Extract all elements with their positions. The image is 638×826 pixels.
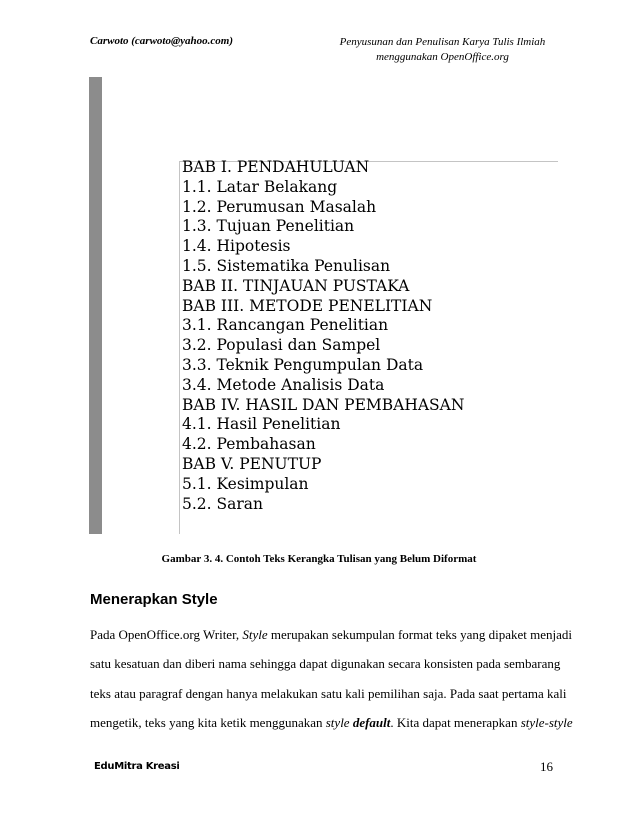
text-run: . Kita dapat menerapkan — [390, 714, 521, 730]
paragraph-line-4 — [90, 708, 573, 737]
outline-item: BAB I. PENDAHULUAN — [182, 158, 370, 176]
outline-item: BAB III. METODE PENELITIAN — [182, 296, 433, 315]
text-run: merupakan sekumpulan format teks yang dipaket menjadi — [267, 627, 572, 642]
header-title-line2: menggunakan OpenOffice.org — [376, 51, 509, 63]
paragraph-line-2: satu kesatuan dan diberi nama sehingga dapat digunakan secara konsisten pada sembarang — [90, 656, 561, 672]
outline-item: 3.3. Teknik Pengumpulan Data — [182, 355, 424, 374]
text-run: mengetik, teks yang kita ketik menggunakan — [90, 714, 326, 730]
header-title-line1: Penyusunan dan Penulisan Karya Tulis Ilmiah — [339, 36, 546, 48]
italic-term: style-style — [520, 714, 573, 730]
body-paragraph — [90, 620, 573, 737]
outline-item: 1.4. Hipotesis — [182, 237, 291, 256]
figure-screenshot — [89, 77, 558, 534]
outline-item: BAB IV. HASIL DAN PEMBAHASAN — [182, 395, 465, 414]
italic-term: Style — [242, 627, 268, 642]
outline-item: 1.1. Latar Belakang — [182, 177, 338, 196]
footer-brand: EduMitra Kreasi — [94, 761, 180, 772]
figure-caption: Gambar 3. 4. Contoh Teks Kerangka Tulisan yang Belum Diformat — [161, 553, 477, 565]
paragraph-line-1 — [90, 620, 572, 649]
window-gray-margin — [89, 77, 102, 534]
outline-item: 1.5. Sistematika Penulisan — [182, 256, 391, 275]
section-title: Menerapkan Style — [90, 591, 218, 608]
outline-item: 4.1. Hasil Penelitian — [182, 415, 341, 434]
outline-item: 4.2. Pembahasan — [182, 435, 316, 454]
page-number: 16 — [540, 759, 553, 774]
paragraph-line-3: teks atau paragraf dengan hanya melakukan satu kali pemilihan saja. Pada saat pertama kali — [90, 685, 567, 701]
outline-list — [182, 158, 464, 514]
outline-item: 3.2. Populasi dan Sampel — [182, 336, 381, 355]
text-boundary-left — [179, 161, 180, 534]
header-title — [330, 35, 555, 65]
document-page — [102, 77, 558, 534]
outline-item: 3.1. Rancangan Penelitian — [182, 316, 389, 335]
header-author: Carwoto (carwoto@yahoo.com) — [90, 35, 233, 47]
outline-item: 5.1. Kesimpulan — [182, 474, 309, 493]
outline-item: 1.3. Tujuan Penelitian — [182, 217, 355, 236]
text-run: Pada OpenOffice.org Writer, — [90, 627, 243, 642]
italic-term: style — [325, 714, 350, 730]
bold-italic-term: default — [352, 714, 391, 730]
outline-item: BAB V. PENUTUP — [182, 454, 322, 473]
outline-item: BAB II. TINJAUAN PUSTAKA — [182, 276, 410, 295]
outline-item: 3.4. Metode Analisis Data — [182, 375, 385, 394]
outline-item: 5.2. Saran — [182, 494, 263, 513]
outline-item: 1.2. Perumusan Masalah — [182, 197, 377, 216]
